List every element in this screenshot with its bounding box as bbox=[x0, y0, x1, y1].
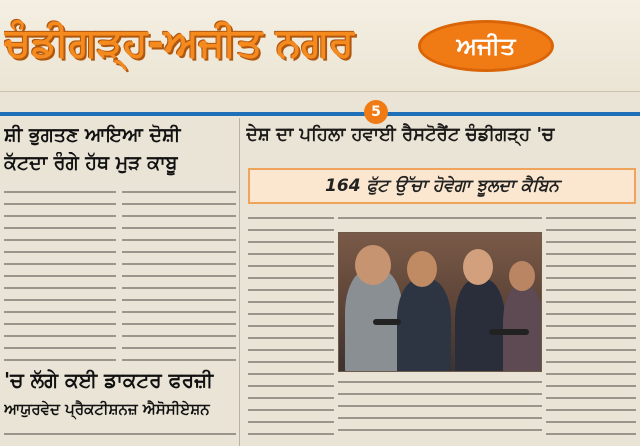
main-body-text-col1 bbox=[248, 210, 334, 436]
masthead bbox=[0, 0, 640, 92]
main-headline: ਦੇਸ਼ ਦਾ ਪਹਿਲਾ ਹਵਾਈ ਰੈਸਟੋਰੈਂਟ ਚੰਡੀਗੜ੍ਹ 'ਚ bbox=[246, 124, 555, 145]
left-body-text-col2 bbox=[122, 184, 236, 362]
brand-logo-text: ਅਜੀਤ bbox=[456, 32, 516, 60]
left-bottom-headline: 'ਚ ਲੱਗੇ ਕਈ ਡਾਕਟਰ ਫਰਜ਼ੀ bbox=[4, 368, 214, 392]
photo-caption bbox=[338, 374, 542, 434]
left-headline-line1: ਸ਼ੀ ਭੁਗਤਣ ਆਇਆ ਦੋਸ਼ੀ bbox=[4, 124, 181, 146]
main-body-text-col3 bbox=[546, 210, 636, 436]
microphone-icon bbox=[489, 329, 529, 335]
left-bottom-subhead: ਆਯੁਰਵੇਦ ਪ੍ਰੈਕਟੀਸ਼ਨਜ਼ ਐਸੋਸੀਏਸ਼ਨ bbox=[4, 400, 210, 418]
section-title: ਚੰਡੀਗੜ੍ਹ-ਅਜੀਤ ਨਗਰ bbox=[4, 20, 354, 66]
page-number-badge: 5 bbox=[364, 100, 388, 124]
photo-person-3 bbox=[455, 279, 505, 372]
photo-head-1 bbox=[355, 245, 391, 285]
main-body-text-top bbox=[338, 210, 542, 228]
photo-head-2 bbox=[407, 251, 437, 287]
photo-head-3 bbox=[463, 249, 493, 285]
brand-logo bbox=[418, 20, 554, 72]
photo-caption-text bbox=[338, 374, 542, 434]
section-divider bbox=[0, 112, 640, 116]
subheadline-box bbox=[248, 168, 636, 204]
photo-person-2 bbox=[397, 279, 451, 372]
photo-head-4 bbox=[509, 261, 535, 291]
left-column bbox=[0, 118, 240, 446]
left-bottom-body-text bbox=[4, 426, 236, 444]
news-photo bbox=[338, 232, 542, 372]
left-body-text-col1 bbox=[4, 184, 116, 362]
microphone-icon bbox=[373, 319, 401, 325]
subheadline: 164 ਫੁੱਟ ਉੱਚਾ ਹੋਵੇਗਾ ਝੂਲਦਾ ਕੈਬਿਨ bbox=[325, 176, 559, 196]
left-headline-line2: ਕੱਟਦਾ ਰੰਗੇ ਹੱਥ ਮੁੜ ਕਾਬੂ bbox=[4, 152, 178, 174]
